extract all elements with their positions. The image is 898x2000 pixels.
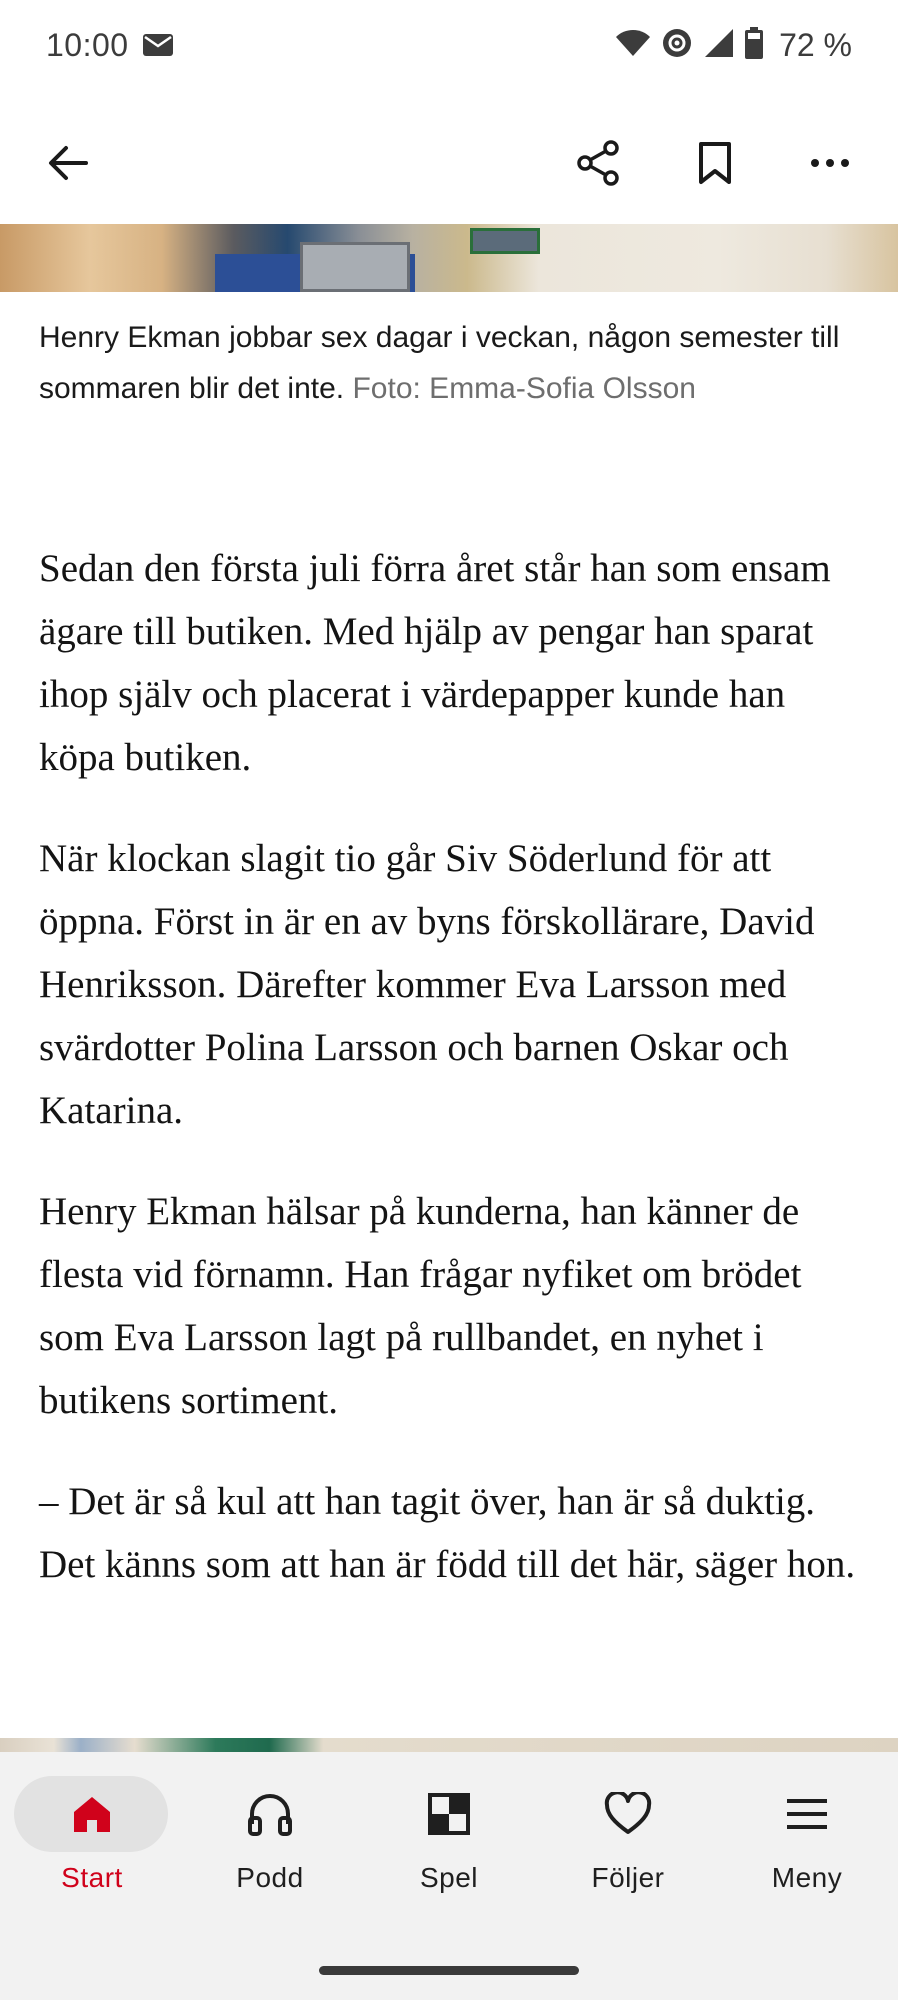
image-detail xyxy=(300,242,410,292)
nav-label: Spel xyxy=(419,1862,479,1893)
share-icon xyxy=(575,139,623,192)
article-image xyxy=(0,224,898,292)
headphones-icon xyxy=(244,1788,296,1840)
mail-icon xyxy=(143,34,173,56)
heart-icon xyxy=(602,1788,654,1840)
photo-credit: Foto: Emma-Sofia Olsson xyxy=(352,372,696,405)
nav-item-podd[interactable] xyxy=(190,1776,350,1916)
battery-percentage: 72 % xyxy=(779,26,852,63)
nav-item-spel[interactable] xyxy=(369,1776,529,1916)
bottom-navigation xyxy=(0,1752,898,2000)
hamburger-menu-icon xyxy=(781,1788,833,1840)
bookmark-button[interactable] xyxy=(675,125,755,205)
next-article-image xyxy=(0,1738,898,1752)
nav-label: Start xyxy=(61,1862,123,1893)
home-indicator[interactable] xyxy=(319,1966,579,1975)
puzzle-icon xyxy=(423,1788,475,1840)
share-button[interactable] xyxy=(559,125,639,205)
signal-icon xyxy=(703,27,735,64)
article-paragraph: – Det är så kul att han tagit över, han är så duktig. Det känns som att han är född till det här, säger hon. xyxy=(39,1480,856,1586)
more-options-button[interactable] xyxy=(790,125,870,205)
article-paragraph: Sedan den första juli förra året står han som ensam ägare till butiken. Med hjälp av pengar han sparat ihop själv och placerat i värdepapper kunde han köpa butiken. xyxy=(39,547,831,779)
nav-item-foljer[interactable] xyxy=(548,1776,708,1916)
article-paragraph: När klockan slagit tio går Siv Söderlund för att öppna. Först in är en av byns förskollärare, David Henriksson. Därefter kommer Eva Larsson med svärdotter Polina Larsson och barnen Oskar och Katarina. xyxy=(39,837,815,1132)
image-detail xyxy=(470,228,540,254)
article-paragraph: Henry Ekman hälsar på kunderna, han känner de flesta vid förnamn. Han frågar nyfiket om brödet som Eva Larsson lagt på rullbandet, en nyhet i butikens sortiment. xyxy=(39,1190,802,1422)
nav-label: Meny xyxy=(771,1862,843,1893)
nav-label: Följer xyxy=(591,1862,665,1893)
caption-text: Henry Ekman jobbar sex dagar i veckan, någon semester till sommaren blir det inte. xyxy=(39,321,840,405)
status-bar xyxy=(0,0,898,90)
nav-label: Podd xyxy=(236,1862,304,1893)
article-body xyxy=(39,537,869,1634)
wifi-icon xyxy=(615,28,651,63)
nav-item-start[interactable] xyxy=(12,1776,172,1916)
home-icon xyxy=(66,1788,118,1840)
bookmark-icon xyxy=(697,141,733,190)
status-time: 10:00 xyxy=(46,26,129,63)
nav-item-meny[interactable] xyxy=(727,1776,887,1916)
back-button[interactable] xyxy=(28,125,108,205)
battery-icon xyxy=(745,27,763,64)
hotspot-icon xyxy=(661,27,693,64)
status-icons xyxy=(615,27,852,64)
top-app-bar xyxy=(0,110,898,220)
more-options-icon xyxy=(810,156,850,174)
back-arrow-icon xyxy=(46,143,90,188)
image-caption xyxy=(39,312,859,414)
